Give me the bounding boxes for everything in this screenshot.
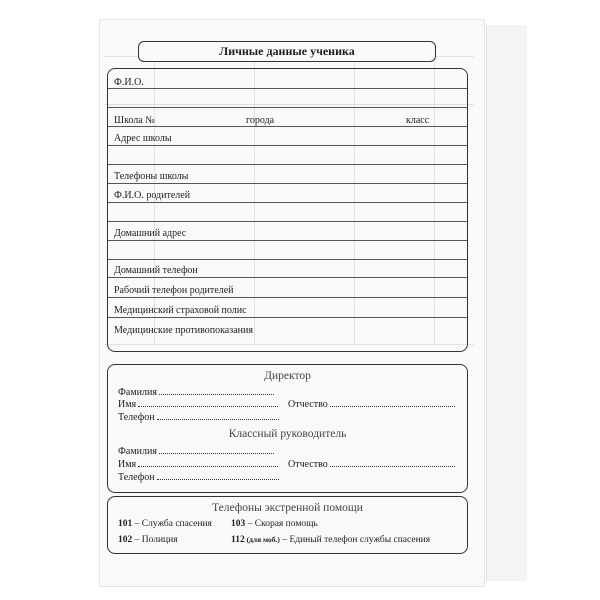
emergency-number: 101 xyxy=(118,519,133,529)
teacher-patronymic-label: Отчество xyxy=(288,459,328,470)
director-title: Директор xyxy=(264,370,311,382)
row-insurance[interactable] xyxy=(108,298,467,318)
director-name-line[interactable] xyxy=(138,398,278,407)
page-title: Личные данные ученика xyxy=(138,41,436,62)
row-fio[interactable] xyxy=(108,69,467,89)
emergency-note: (для моб.) xyxy=(244,535,280,544)
row-school[interactable] xyxy=(108,108,467,127)
emergency-item xyxy=(231,519,318,529)
label-parents-fio: Ф.И.О. родителей xyxy=(114,190,191,201)
director-phone-label: Телефон xyxy=(118,412,155,423)
emergency-number: 102 xyxy=(118,535,133,545)
label-parents-work-phone: Рабочий телефон родителей xyxy=(114,285,234,296)
label-school-phones: Телефоны школы xyxy=(114,171,189,182)
row-blank[interactable] xyxy=(108,146,467,165)
row-blank[interactable] xyxy=(108,203,467,222)
emergency-title: Телефоны экстренной помощи xyxy=(212,502,363,514)
emergency-number: 112 xyxy=(231,535,245,545)
label-home-address: Домашний адрес xyxy=(114,228,187,239)
emergency-label: – Полиция xyxy=(132,535,178,545)
row-home-address[interactable] xyxy=(108,222,467,241)
teacher-name-line[interactable] xyxy=(138,458,278,467)
teacher-patronymic-field[interactable] xyxy=(288,458,455,470)
page-edge xyxy=(486,25,527,581)
label-insurance: Медицинский страховой полис xyxy=(114,305,247,316)
emergency-item xyxy=(118,519,212,529)
director-surname-line[interactable] xyxy=(159,386,274,395)
emergency-label: – Единый телефон службы спасения xyxy=(279,535,431,545)
label-class: класс xyxy=(406,115,430,126)
teacher-phone-field[interactable] xyxy=(118,471,279,483)
teacher-surname-label: Фамилия xyxy=(118,446,157,457)
director-patronymic-label: Отчество xyxy=(288,399,328,410)
director-surname-label: Фамилия xyxy=(118,387,157,398)
director-surname-field[interactable] xyxy=(118,386,274,398)
emergency-box xyxy=(107,496,468,554)
teacher-patronymic-line[interactable] xyxy=(330,458,455,467)
emergency-item xyxy=(118,535,178,545)
row-contraindications[interactable] xyxy=(108,318,467,337)
emergency-label: – Служба спасения xyxy=(132,519,212,529)
row-parents-fio[interactable] xyxy=(108,184,467,203)
label-contraindications: Медицинские противопоказания xyxy=(114,325,253,336)
director-name-label: Имя xyxy=(118,399,137,410)
label-city: города xyxy=(246,115,275,126)
director-phone-line[interactable] xyxy=(157,411,279,420)
row-parents-work-phone[interactable] xyxy=(108,278,467,298)
teacher-phone-line[interactable] xyxy=(157,471,279,480)
teacher-phone-label: Телефон xyxy=(118,472,155,483)
label-school-no: Школа № xyxy=(114,115,155,126)
director-phone-field[interactable] xyxy=(118,411,279,423)
emergency-label: – Скорая помощь xyxy=(245,519,318,529)
row-blank[interactable] xyxy=(108,241,467,260)
teacher-surname-field[interactable] xyxy=(118,445,274,457)
label-fio: Ф.И.О. xyxy=(114,77,144,88)
director-name-field[interactable] xyxy=(118,398,278,410)
row-blank[interactable] xyxy=(108,89,467,108)
row-school-address[interactable] xyxy=(108,127,467,146)
teacher-surname-line[interactable] xyxy=(159,445,274,454)
emergency-number: 103 xyxy=(231,519,246,529)
teacher-name-field[interactable] xyxy=(118,458,278,470)
class-teacher-title: Классный руководитель xyxy=(228,428,347,440)
director-patronymic-line[interactable] xyxy=(330,398,455,407)
director-box xyxy=(107,364,468,493)
label-home-phone: Домашний телефон xyxy=(114,265,198,276)
emergency-item xyxy=(231,535,430,545)
personal-data-box xyxy=(107,68,468,352)
label-school-address: Адрес школы xyxy=(114,133,172,144)
row-school-phones[interactable] xyxy=(108,165,467,184)
row-home-phone[interactable] xyxy=(108,260,467,278)
director-patronymic-field[interactable] xyxy=(288,398,455,410)
teacher-name-label: Имя xyxy=(118,459,137,470)
